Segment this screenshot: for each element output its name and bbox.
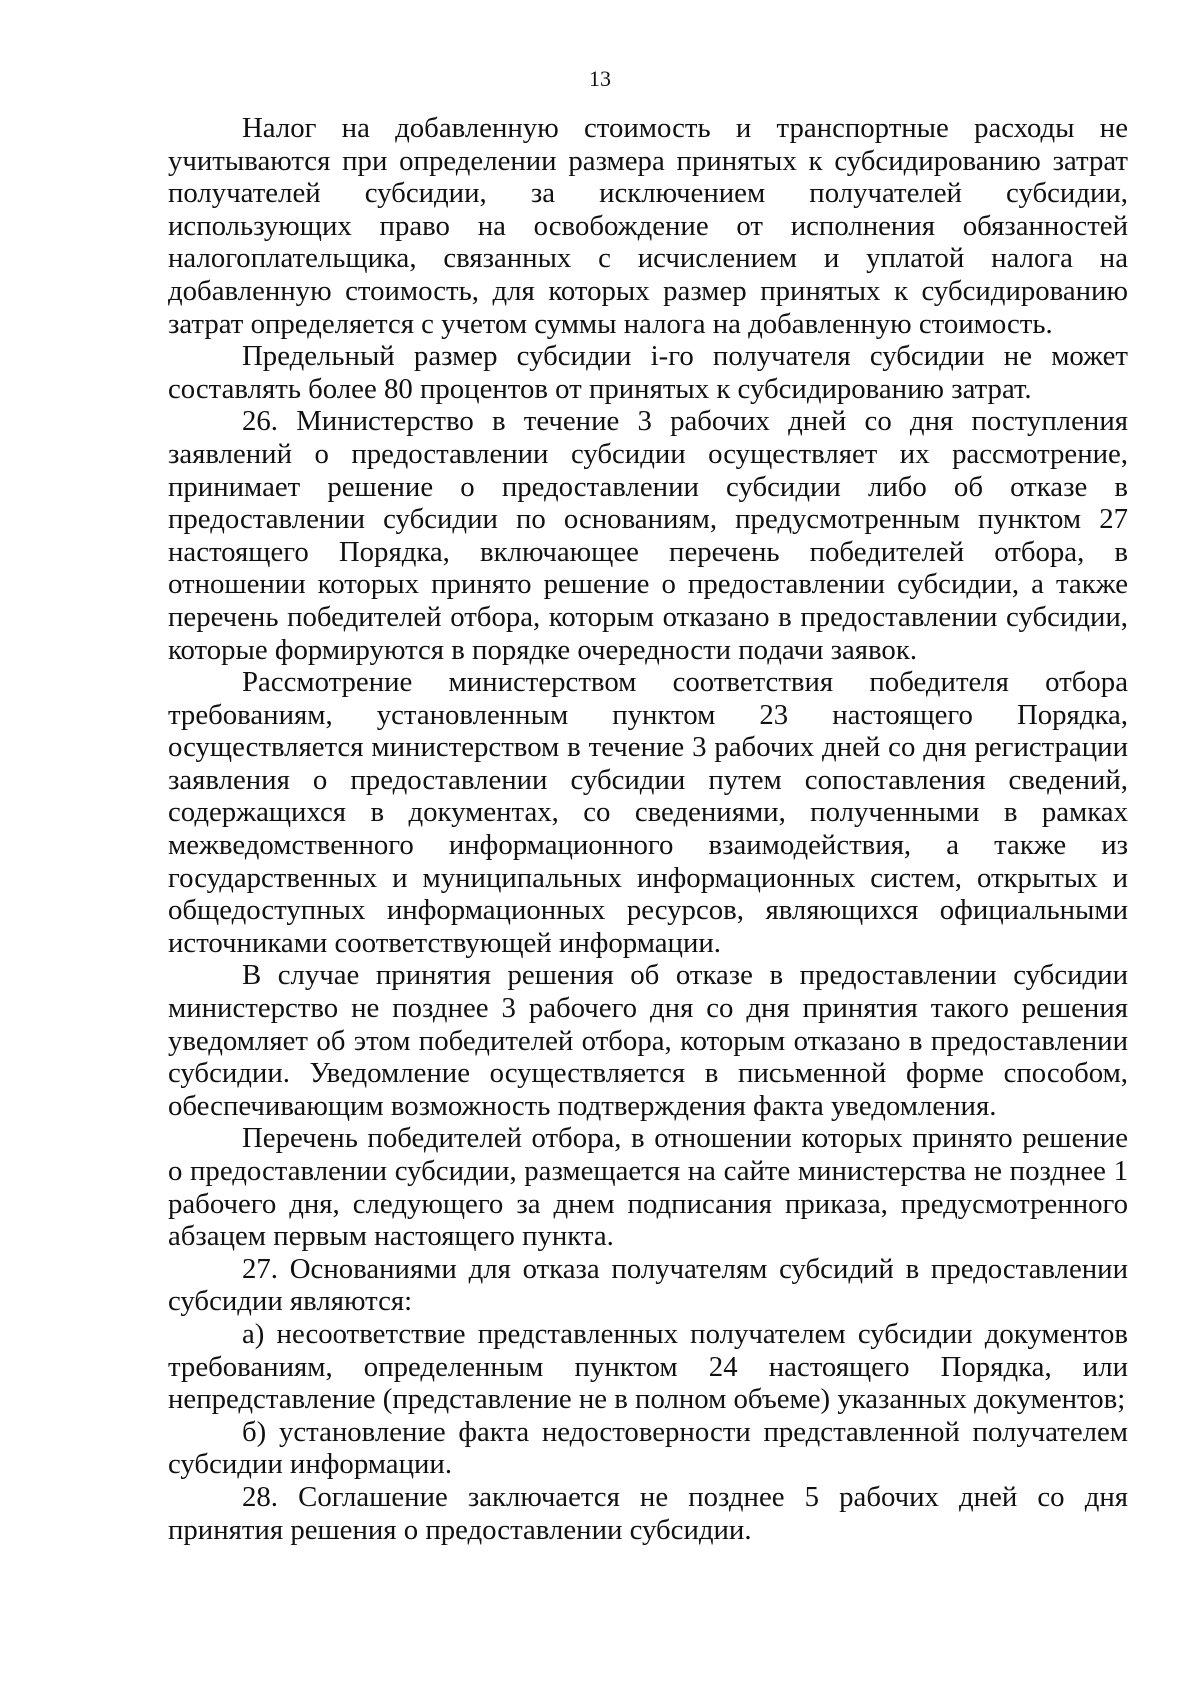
page-number: 13 xyxy=(589,66,611,91)
paragraph-item-27: 27. Основаниями для отказа получателям субсидий в предоставлении субсидии являются: xyxy=(168,1252,1128,1318)
paragraph-winners-list: Перечень победителей отбора, в отношении которых принято решение о предоставлении субсидии, размещается на сайте министерства не позднее 1 рабочего дня, следующего за днем подписания приказа, предусмотренного абзацем первым настоящего пункта. xyxy=(168,1122,1128,1253)
paragraph-item-27b: б) установление факта недостоверности представленной получателем субсидии информации. xyxy=(168,1415,1128,1481)
paragraph-item-26: 26. Министерство в течение 3 рабочих дней со дня поступления заявлений о предоставлении субсидии осуществляет их рассмотрение, принимает решение о предоставлении субсидии либо об отказе в предоставлении субсидии по основаниям, предусмотренным пунктом 27 настоящего Порядка, включающее перечень победителей отбора, в отношении которых принято решение о предоставлении субсидии, а также перечень победителей отбора, которым отказано в предоставлении субсидии, которые формируются в порядке очередности подачи заявок. xyxy=(168,405,1128,666)
paragraph-subsidy-limit: Предельный размер субсидии i-го получателя субсидии не может составлять более 80 процентов от принятых к субсидированию затрат. xyxy=(168,340,1128,405)
paragraph-review-requirements: Рассмотрение министерством соответствия победителя отбора требованиям, установленным пунктом 23 настоящего Порядка, осуществляется министерством в течение 3 рабочих дней со дня регистрации заявления о предоставлении субсидии путем сопоставления сведений, содержащихся в документах, со сведениями, полученными в рамках межведомственного информационного взаимодействия, а также из государственных и муниципальных информационных систем, открытых и общедоступных информационных ресурсов, являющихся официальными источниками соответствующей информации. xyxy=(168,666,1128,959)
paragraph-vat-expenses: Налог на добавленную стоимость и транспортные расходы не учитываются при определении размера принятых к субсидированию затрат получателей субсидии, за исключением получателей субсидии, использующих право на освобождение от исполнения обязанностей налогоплательщика, связанных с исчислением и уплатой налога на добавленную стоимость, для которых размер принятых к субсидированию затрат определяется с учетом суммы налога на добавленную стоимость. xyxy=(168,112,1128,340)
paragraph-item-28: 28. Соглашение заключается не позднее 5 рабочих дней со дня принятия решения о предоставлении субсидии. xyxy=(168,1480,1128,1546)
paragraph-refusal-notice: В случае принятия решения об отказе в предоставлении субсидии министерство не позднее 3 рабочего дня со дня принятия такого решения уведомляет об этом победителей отбора, которым отказано в предоставлении субсидии. Уведомление осуществляется в письменной форме способом, обеспечивающим возможность подтверждения факта уведомления. xyxy=(168,959,1128,1122)
document-body xyxy=(168,112,1128,1546)
paragraph-item-27a: а) несоответствие представленных получателем субсидии документов требованиям, определенным пунктом 24 настоящего Порядка, или непредставление (представление не в полном объеме) указанных документов; xyxy=(168,1317,1128,1416)
